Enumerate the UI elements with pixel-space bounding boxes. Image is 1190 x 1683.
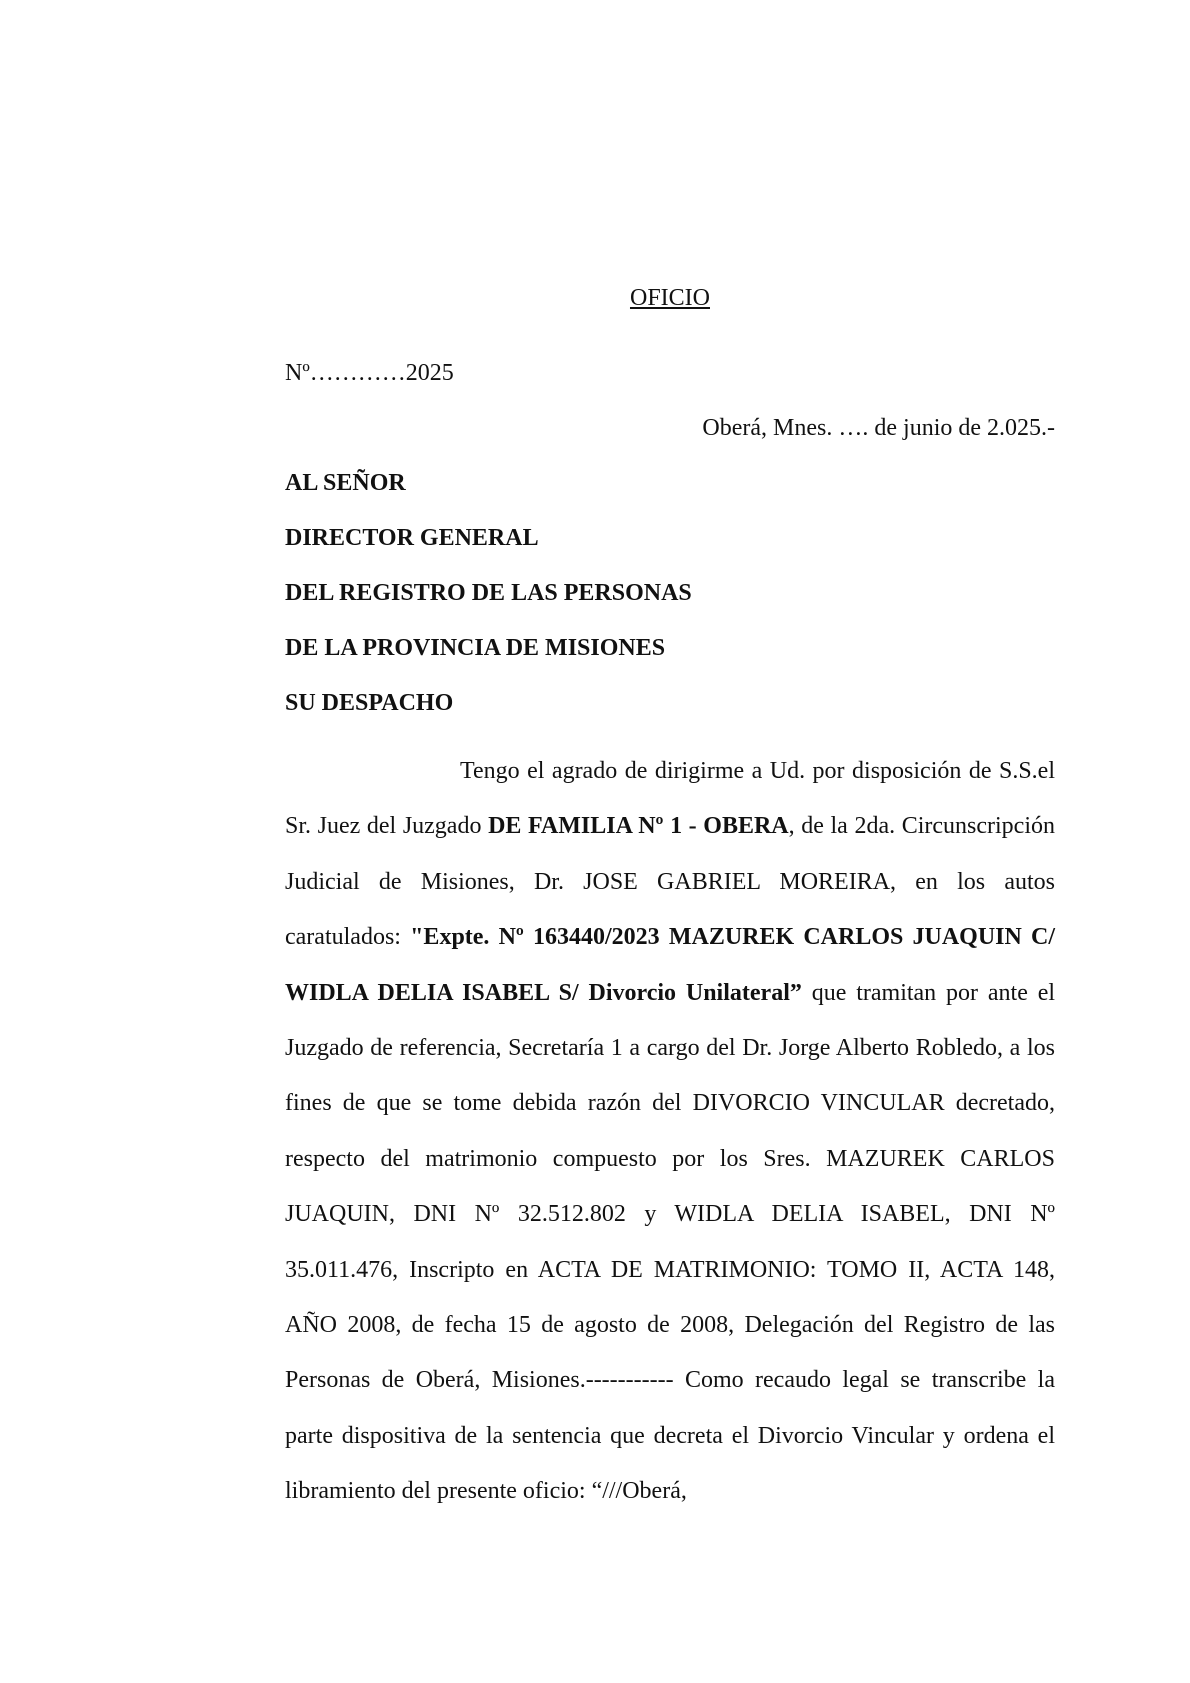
addressee-line: DIRECTOR GENERAL [285,525,539,551]
document-title: OFICIO [629,285,710,311]
body-text-jurisdiction: , de la 2da. Circunscripción Judicial de Misiones, Dr. JOSE GABRIEL MOREIRA, en los autos caratulados: [285,813,1056,951]
addressee-line: AL SEÑOR [285,470,406,496]
body-text-details: que tramitan por ante el Juzgado de referencia, Secretaría 1 a cargo del Dr. Jorge Alberto Robledo, a los fines de que se tome debida razón del DIVORCIO VINCULAR decretado, respecto del matrimonio compuesto por los Sres. MAZUREK CARLOS JUAQUIN, DNI Nº 32.512.802 y WIDLA DELIA ISABEL, DNI Nº 35.011.476, Inscripto en ACTA DE MATRIMONIO: TOMO II, ACTA 148, AÑO 2008, de fecha 15 de agosto de 2008, Delegación del Registro de las Personas de Oberá, Misiones.----------- Como recaudo legal se transcribe la parte dispositiva de la sentencia que decreta el Divorcio Vincular y ordena el libramiento del presente oficio: “///Oberá, [285,979,1056,1505]
court-name: DE FAMILIA Nº 1 - OBERA [488,813,789,840]
addressee-line: DEL REGISTRO DE LAS PERSONAS [285,580,692,606]
addressee-line: SU DESPACHO [285,690,454,716]
addressee-block [285,468,1055,743]
addressee-line: DE LA PROVINCIA DE MISIONES [285,635,666,661]
document-number: Nº…………2025 [285,360,454,386]
case-caption: "Expte. Nº 163440/2023 MAZUREK CARLOS JUAQUIN C/ WIDLA DELIA ISABEL S/ Divorcio Unilateral” [285,924,1055,1006]
body-text-intro: Tengo el agrado de dirigirme a Ud. por disposición de S.S.el Sr. Juez del Juzgado [285,758,1055,840]
body-paragraph [285,744,1055,1520]
place-and-date: Oberá, Mnes. …. de junio de 2.025.- [702,415,1055,441]
